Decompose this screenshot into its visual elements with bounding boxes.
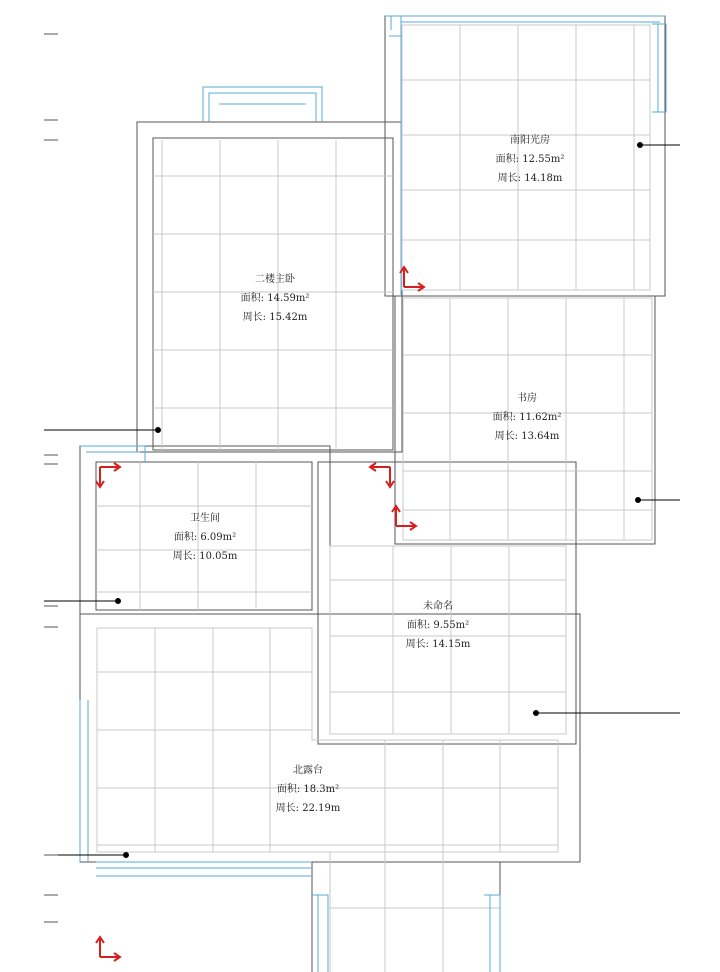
axis-marker-icon	[96, 463, 120, 487]
window-sunroom-right	[652, 24, 666, 112]
room-name: 未命名	[423, 601, 453, 612]
room-area: 面积: 12.55m²	[495, 154, 565, 165]
room-area: 面积: 18.3m²	[276, 784, 340, 795]
room-name: 书房	[517, 393, 537, 404]
window-terrace-bottom	[96, 862, 312, 876]
window-sunroom-top	[401, 16, 665, 22]
axis-marker-icon	[370, 463, 394, 487]
room-perimeter: 周长: 22.19m	[275, 803, 341, 814]
room-area: 面积: 9.55m²	[406, 620, 470, 631]
room-label-master-bedroom	[225, 270, 325, 327]
margin-ticks	[44, 34, 58, 922]
pointer-dot-study	[636, 498, 641, 503]
pointer-dot-bedroom	[156, 428, 161, 433]
room-perimeter: 周长: 13.64m	[494, 431, 560, 442]
window-top-bedroom	[203, 87, 322, 122]
pointer-dot-sunroom	[638, 143, 643, 148]
pointer-dot-bathroom	[116, 599, 121, 604]
room-perimeter: 周长: 15.42m	[242, 312, 308, 323]
room-perimeter: 周长: 14.18m	[497, 173, 563, 184]
room-perimeter: 周长: 14.15m	[405, 639, 471, 650]
room-name: 卫生间	[190, 513, 220, 524]
pointer-dot-terrace	[124, 853, 129, 858]
room-perimeter: 周长: 10.05m	[172, 551, 238, 562]
pointers	[44, 143, 680, 858]
room-name: 二楼主卧	[255, 274, 295, 285]
room-area: 面积: 11.62m²	[492, 412, 562, 423]
room-label-study	[477, 389, 577, 446]
window-bathroom-top	[80, 446, 145, 462]
window-bottom-bay	[312, 895, 500, 972]
room-label-bathroom	[155, 509, 255, 566]
axis-marker-icon	[96, 937, 120, 961]
axis-marker-icon	[400, 267, 424, 291]
room-area: 面积: 6.09m²	[173, 532, 237, 543]
room-name: 北露台	[293, 765, 323, 776]
room-label-south-sunroom	[480, 131, 580, 188]
room-label-north-terrace	[258, 761, 358, 818]
pointer-dot-unnamed	[534, 711, 539, 716]
window-terrace-left	[80, 700, 88, 862]
room-label-unnamed	[388, 597, 488, 654]
room-area: 面积: 14.59m²	[240, 293, 310, 304]
room-name: 南阳光房	[510, 135, 550, 146]
